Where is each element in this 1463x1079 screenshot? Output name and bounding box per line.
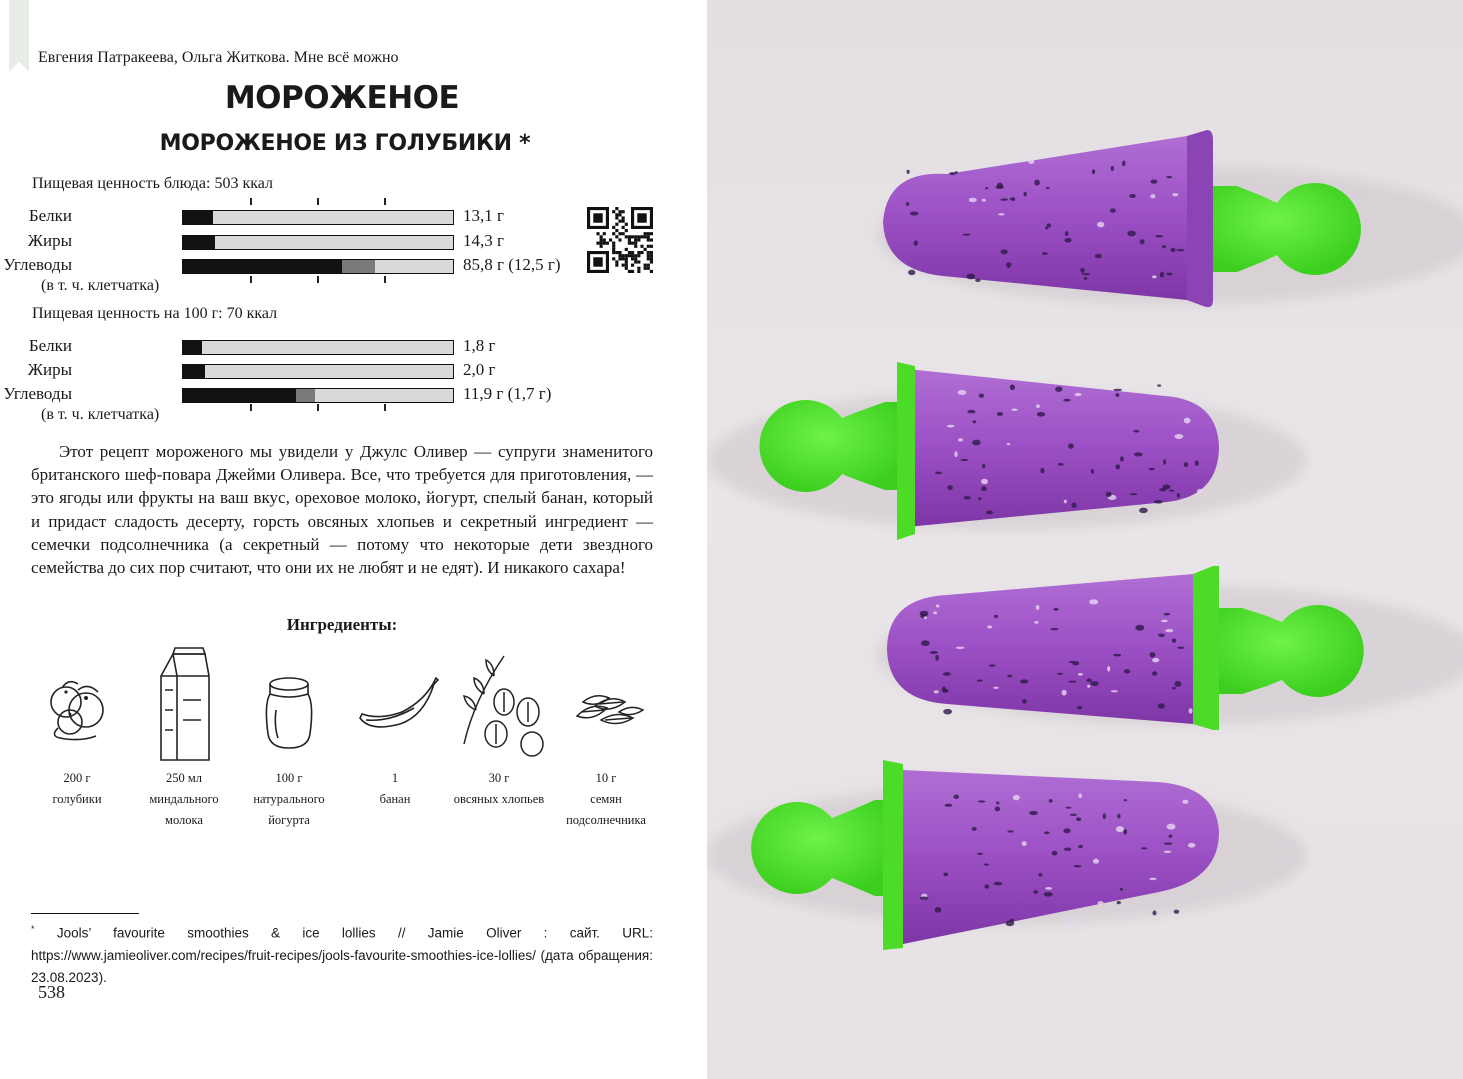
berry-speck [1172, 687, 1176, 689]
nutrient-bar [182, 210, 454, 225]
berry-speck [1124, 669, 1130, 673]
berry-speck [1163, 484, 1171, 489]
berry-speck [1123, 829, 1127, 835]
scale-tick [384, 404, 386, 411]
berry-speck [972, 440, 981, 446]
berry-speck [1044, 831, 1050, 834]
berry-speck [1028, 159, 1034, 164]
berry-speck [1064, 847, 1071, 850]
berry-speck [998, 213, 1004, 215]
fiber-note: (в т. ч. клетчатка) [41, 406, 160, 423]
berry-speck [1124, 799, 1128, 801]
berry-speck [1160, 272, 1164, 278]
berry-speck [1127, 231, 1136, 237]
berry-speck [930, 651, 938, 654]
berry-speck [996, 801, 999, 804]
berry-speck [1172, 193, 1178, 196]
nutrient-value: 85,8 г (12,5 г) [463, 255, 561, 274]
nutrient-value: 14,3 г [463, 231, 504, 250]
berry-speck [1040, 468, 1044, 474]
nutrition-row-protein [0, 206, 600, 226]
fiber-fill [296, 389, 315, 402]
berry-speck [933, 611, 937, 614]
berry-speck [1150, 194, 1155, 198]
nutrient-bar [182, 259, 454, 274]
berry-speck [1066, 807, 1072, 809]
berry-speck [1184, 462, 1188, 467]
nutrient-value: 11,9 г (1,7 г) [463, 384, 552, 403]
berry-speck [1165, 629, 1173, 632]
berry-speck [943, 872, 948, 876]
berry-speck [1067, 923, 1073, 927]
bar-fill [183, 260, 342, 273]
berry-speck [947, 485, 953, 490]
berry-speck [1045, 887, 1052, 890]
berry-speck [1174, 681, 1181, 687]
berry-speck [979, 394, 984, 398]
bar-fill [183, 211, 213, 224]
berry-speck [1007, 266, 1011, 268]
berry-speck [1097, 222, 1104, 228]
berry-speck [969, 198, 977, 202]
berry-speck [1087, 685, 1090, 688]
berry-speck [977, 853, 983, 855]
berry-speck [1097, 901, 1103, 905]
footnote-rule [31, 913, 139, 914]
ingredient-amount: 200 г [63, 771, 91, 785]
ingredient-amount: 100 г [275, 771, 303, 785]
berry-speck [985, 884, 990, 888]
berry-speck [1166, 176, 1172, 178]
qr-code[interactable] [587, 207, 653, 273]
berry-speck [972, 420, 976, 423]
berry-speck [1106, 492, 1112, 497]
berry-speck [1046, 187, 1050, 189]
berry-speck [982, 199, 986, 202]
berry-speck [1068, 681, 1076, 683]
berry-speck [962, 234, 970, 236]
berry-speck [1034, 180, 1039, 186]
berry-speck [1086, 678, 1091, 682]
recipe-intro [31, 440, 653, 579]
nutrition-row-fat [0, 231, 600, 251]
blueberry-icon [32, 640, 122, 768]
bar-fill [183, 365, 205, 378]
berry-speck [1152, 658, 1159, 663]
berry-speck [978, 800, 986, 802]
berry-speck [1013, 795, 1020, 800]
nutrient-value: 13,1 г [463, 206, 504, 225]
berry-speck [972, 827, 977, 831]
berry-speck [1064, 500, 1067, 504]
ingredient-amount: 10 г [595, 771, 617, 785]
berry-speck [1177, 493, 1180, 498]
berry-speck [1141, 847, 1147, 849]
berry-speck [1117, 901, 1121, 904]
popsicle-1 [877, 130, 1463, 307]
berry-speck [1029, 811, 1038, 815]
berry-speck [1134, 452, 1143, 456]
berry-speck [1010, 384, 1015, 390]
nutrient-value: 2,0 г [463, 360, 496, 379]
yogurt-jar-icon [244, 640, 334, 768]
popsicle-3 [877, 566, 1463, 730]
berry-speck [993, 687, 999, 689]
berry-speck [1151, 180, 1158, 184]
berry-speck [1120, 456, 1124, 462]
berry-speck [1078, 673, 1083, 676]
berry-speck [1155, 235, 1163, 237]
berry-speck [1033, 890, 1038, 894]
berry-speck [1169, 835, 1173, 838]
berry-speck [987, 625, 993, 628]
bookmark-ribbon [9, 0, 29, 72]
ingredients-title: Ингредиенты: [286, 615, 398, 634]
berry-speck [924, 616, 927, 619]
berry-speck [1107, 666, 1110, 672]
berry-speck [984, 863, 990, 865]
berry-speck [910, 212, 919, 216]
berry-speck [1057, 673, 1063, 675]
scale-tick [317, 404, 319, 411]
berry-speck [1020, 679, 1028, 683]
ingredient-sunflower-seeds [551, 640, 661, 831]
berry-speck [977, 679, 983, 681]
berry-speck [1023, 192, 1026, 196]
berry-speck [1122, 161, 1125, 167]
berry-speck [1082, 273, 1091, 275]
berry-speck [1175, 434, 1184, 439]
berry-speck [1157, 384, 1161, 386]
scale-tick [384, 198, 386, 205]
intro-paragraph: Этот рецепт мороженого мы увидели у Джулс Оливер — супруги знаменитого британского шеф-повара Джейми Оливера. Все, что требуется для приготовления, — это ягоды или фрукты на ваш вкус, ореховое молоко, йогурт, спелый банан, который и придаст сладость десерту, горсть овсяных хлопьев и секретный ингредиент — семечки подсолнечника (а секретный — потому что некоторые дети звездного семейства до сих пор считают, что они их не любят и не едят). И никакого сахара! [31, 442, 653, 578]
recipe-title: МОРОЖЕНОЕ ИЗ ГОЛУБИКИ * [159, 131, 531, 156]
berry-speck [997, 183, 1003, 189]
berry-speck [943, 672, 951, 676]
berry-speck [1167, 824, 1176, 830]
berry-speck [1149, 878, 1156, 881]
berry-speck [943, 689, 949, 693]
nutrient-label: Белки [28, 336, 72, 355]
berry-speck [1045, 227, 1048, 230]
scale-tick [250, 276, 252, 283]
berry-speck [1053, 608, 1059, 611]
berry-speck [1052, 851, 1058, 856]
left-page [0, 0, 707, 1079]
berry-speck [1103, 813, 1106, 819]
berry-speck [914, 240, 918, 245]
berry-speck [994, 615, 998, 618]
ingredient-amount: 1 [391, 771, 399, 785]
berry-speck [1092, 169, 1095, 174]
berry-speck [906, 202, 909, 206]
berry-speck [1164, 613, 1170, 616]
ingredient-banana [340, 640, 450, 810]
berry-speck [956, 647, 965, 649]
berry-speck [1076, 817, 1081, 821]
berry-speck [1113, 654, 1121, 657]
berry-speck [1111, 690, 1118, 692]
berry-speck [1197, 489, 1204, 494]
berry-speck [1055, 386, 1062, 391]
berry-speck [1037, 412, 1045, 417]
berry-speck [1139, 508, 1148, 513]
berry-speck [1111, 166, 1114, 171]
berry-speck [1007, 443, 1011, 445]
nutrient-value: 1,8 г [463, 336, 496, 355]
berry-speck [1078, 793, 1081, 798]
berry-speck [997, 412, 1003, 416]
photo-page [707, 0, 1463, 1079]
berry-speck [1022, 699, 1027, 704]
berry-speck [920, 897, 929, 900]
fiber-fill [342, 260, 374, 273]
berry-speck [1064, 238, 1071, 243]
berry-speck [1090, 681, 1099, 686]
oat-icon [444, 640, 554, 768]
berry-speck [1170, 248, 1175, 253]
berry-speck [1154, 500, 1163, 503]
berry-speck [1065, 231, 1069, 236]
berry-speck [935, 655, 939, 661]
ingredient-name: семян [590, 792, 622, 806]
berry-speck [986, 511, 993, 515]
berry-speck [935, 907, 942, 913]
berry-speck [1110, 208, 1116, 212]
berry-speck [1010, 919, 1014, 922]
berry-speck [1077, 706, 1082, 709]
berry-speck [1120, 888, 1123, 890]
nutrition-100g-title: Пищевая ценность на 100 г: 70 ккал [32, 305, 278, 322]
berry-speck [1071, 502, 1076, 508]
berry-speck [935, 472, 942, 475]
berry-speck [985, 187, 988, 189]
berry-speck [947, 425, 954, 428]
nutrient-label: Углеводы [3, 384, 72, 403]
ingredient-amount: 30 г [488, 771, 510, 785]
nutrition-row-fat-100g [0, 360, 600, 380]
footnote-text: Jools’ favourite smoothies & ice lollies // Jamie Oliver : сайт. URL: https://www.jamieoliver.com/recipes/fruit-recipes/jools-favourite-smoothies-ice-lollies/ (дата обращения: 23.08.2023). [31, 925, 653, 985]
nutrient-bar [182, 364, 454, 379]
footnote [31, 918, 653, 989]
ingredient-name-cont: подсолнечника [566, 813, 646, 827]
berry-speck [964, 496, 971, 499]
berry-speck [958, 390, 967, 395]
berry-speck [1133, 430, 1139, 433]
berry-speck [1093, 859, 1099, 864]
berry-speck [1189, 708, 1193, 713]
nutrient-bar [182, 235, 454, 250]
berry-speck [1158, 703, 1165, 708]
nutrient-label: Углеводы [3, 255, 72, 274]
berry-speck [1163, 459, 1166, 465]
nutrient-label: Жиры [27, 231, 72, 250]
bar-fill [183, 236, 215, 249]
page-number: 538 [38, 982, 65, 1002]
berry-speck [958, 438, 963, 442]
ingredient-amount: 250 мл [165, 771, 203, 785]
berry-speck [975, 279, 981, 283]
scale-tick [317, 198, 319, 205]
berry-speck [1158, 634, 1165, 637]
berry-speck [1153, 911, 1157, 916]
berry-speck [1011, 409, 1017, 411]
berry-speck [1176, 249, 1185, 251]
berry-speck [1063, 399, 1071, 402]
berry-speck [1070, 814, 1077, 816]
berry-speck [934, 690, 939, 693]
milk-carton-icon [139, 640, 229, 768]
berry-speck [1069, 661, 1076, 663]
berry-speck [1036, 405, 1040, 408]
berry-speck [1148, 468, 1154, 471]
banana-icon [350, 640, 440, 768]
berry-speck [953, 795, 959, 799]
ingredient-blueberries [22, 640, 132, 810]
berry-speck [1162, 245, 1166, 248]
ingredient-name-cont: молока [165, 813, 203, 827]
ingredient-name: овсяных хлопьев [453, 792, 545, 806]
berry-speck [1010, 197, 1013, 200]
berry-speck [1034, 621, 1038, 624]
berry-speck [1115, 464, 1120, 469]
berry-speck [1042, 252, 1048, 255]
berry-speck [1062, 690, 1067, 696]
scale-tick [250, 198, 252, 205]
nutrition-dish-title: Пищевая ценность блюда: 503 ккал [32, 175, 274, 192]
berry-speck [1152, 275, 1156, 278]
berry-speck [960, 459, 968, 461]
ingredient-yogurt [234, 640, 344, 831]
berry-speck [967, 410, 975, 414]
berry-speck [1095, 254, 1102, 258]
berry-speck [989, 664, 996, 666]
berry-speck [1172, 638, 1176, 642]
berry-speck [1184, 418, 1191, 424]
berry-speck [1073, 865, 1081, 867]
berry-speck [1078, 845, 1083, 848]
nutrient-bar [182, 388, 454, 403]
running-head: Евгения Патракеева, Ольга Житкова. Мне всё можно [38, 49, 399, 66]
berry-speck [1091, 469, 1094, 474]
berry-speck [1075, 393, 1082, 396]
berry-speck [1089, 599, 1098, 604]
berry-speck [1058, 463, 1064, 466]
ingredient-name: натурального [253, 792, 325, 806]
section-title: МОРОЖЕНОЕ [224, 80, 460, 116]
berry-speck [1116, 826, 1124, 832]
berry-speck [945, 169, 953, 171]
berry-speck [1174, 910, 1180, 914]
berry-speck [1182, 800, 1188, 804]
berry-speck [945, 804, 953, 807]
berry-speck [978, 497, 982, 500]
berry-speck [995, 806, 1000, 811]
berry-speck [1007, 675, 1012, 678]
ingredient-name: банан [379, 792, 411, 806]
berry-speck [1113, 389, 1122, 391]
berry-speck [1135, 625, 1144, 631]
ingredient-almond-milk [129, 640, 239, 831]
nutrition-row-carbs [0, 255, 600, 275]
popsicles-photo [707, 0, 1463, 1079]
bar-fill [183, 389, 296, 402]
berry-speck [1063, 828, 1070, 833]
scale-tick [384, 276, 386, 283]
berry-speck [1117, 814, 1120, 819]
berry-speck [1152, 671, 1157, 676]
berry-speck [936, 604, 940, 607]
berry-speck [1001, 198, 1008, 200]
berry-speck [1068, 444, 1074, 449]
berry-speck [908, 270, 915, 275]
nutrition-row-carbs-100g [0, 384, 600, 404]
berry-speck [1036, 605, 1040, 610]
berry-speck [981, 479, 988, 484]
berry-speck [981, 486, 986, 491]
berry-speck [1007, 830, 1013, 832]
berry-speck [1050, 628, 1058, 631]
popsicle-2 [707, 362, 1307, 540]
footnote-mark: * [31, 924, 35, 934]
berry-speck [966, 274, 975, 280]
berry-speck [1130, 493, 1137, 495]
scale-tick [250, 404, 252, 411]
berry-speck [1149, 652, 1155, 657]
berry-speck [906, 170, 909, 174]
berry-speck [943, 709, 952, 715]
nutrition-row-protein-100g [0, 336, 600, 356]
berry-speck [1169, 490, 1174, 492]
berry-speck [1038, 873, 1042, 877]
berry-speck [1022, 841, 1027, 846]
ingredient-name: миндального [149, 792, 219, 806]
berry-speck [1080, 268, 1084, 273]
nutrient-label: Жиры [27, 360, 72, 379]
berry-speck [954, 451, 957, 457]
berry-speck [1166, 273, 1172, 276]
berry-speck [1001, 249, 1008, 254]
berry-speck [955, 171, 958, 173]
berry-speck [1049, 799, 1053, 803]
ingredient-name-cont: йогурта [268, 813, 310, 827]
nutrient-label: Белки [28, 206, 72, 225]
nutrient-bar [182, 340, 454, 355]
berry-speck [1164, 851, 1172, 853]
berry-speck [921, 640, 930, 646]
ingredient-oats [444, 640, 554, 810]
fiber-note: (в т. ч. клетчатка) [41, 277, 160, 294]
berry-speck [1177, 647, 1184, 650]
berry-speck [1161, 620, 1167, 623]
berry-speck [994, 882, 1002, 886]
berry-speck [1115, 393, 1119, 397]
sunflower-seeds-icon [561, 640, 651, 768]
ingredient-name: голубики [52, 792, 102, 806]
berry-speck [1084, 277, 1087, 280]
berry-speck [1140, 239, 1145, 244]
berry-speck [1164, 842, 1173, 844]
bar-fill [183, 341, 202, 354]
berry-speck [1188, 843, 1196, 848]
berry-speck [1044, 892, 1053, 897]
berry-speck [1195, 460, 1199, 466]
scale-tick [317, 276, 319, 283]
berry-speck [1129, 194, 1136, 198]
berry-speck [982, 464, 985, 469]
